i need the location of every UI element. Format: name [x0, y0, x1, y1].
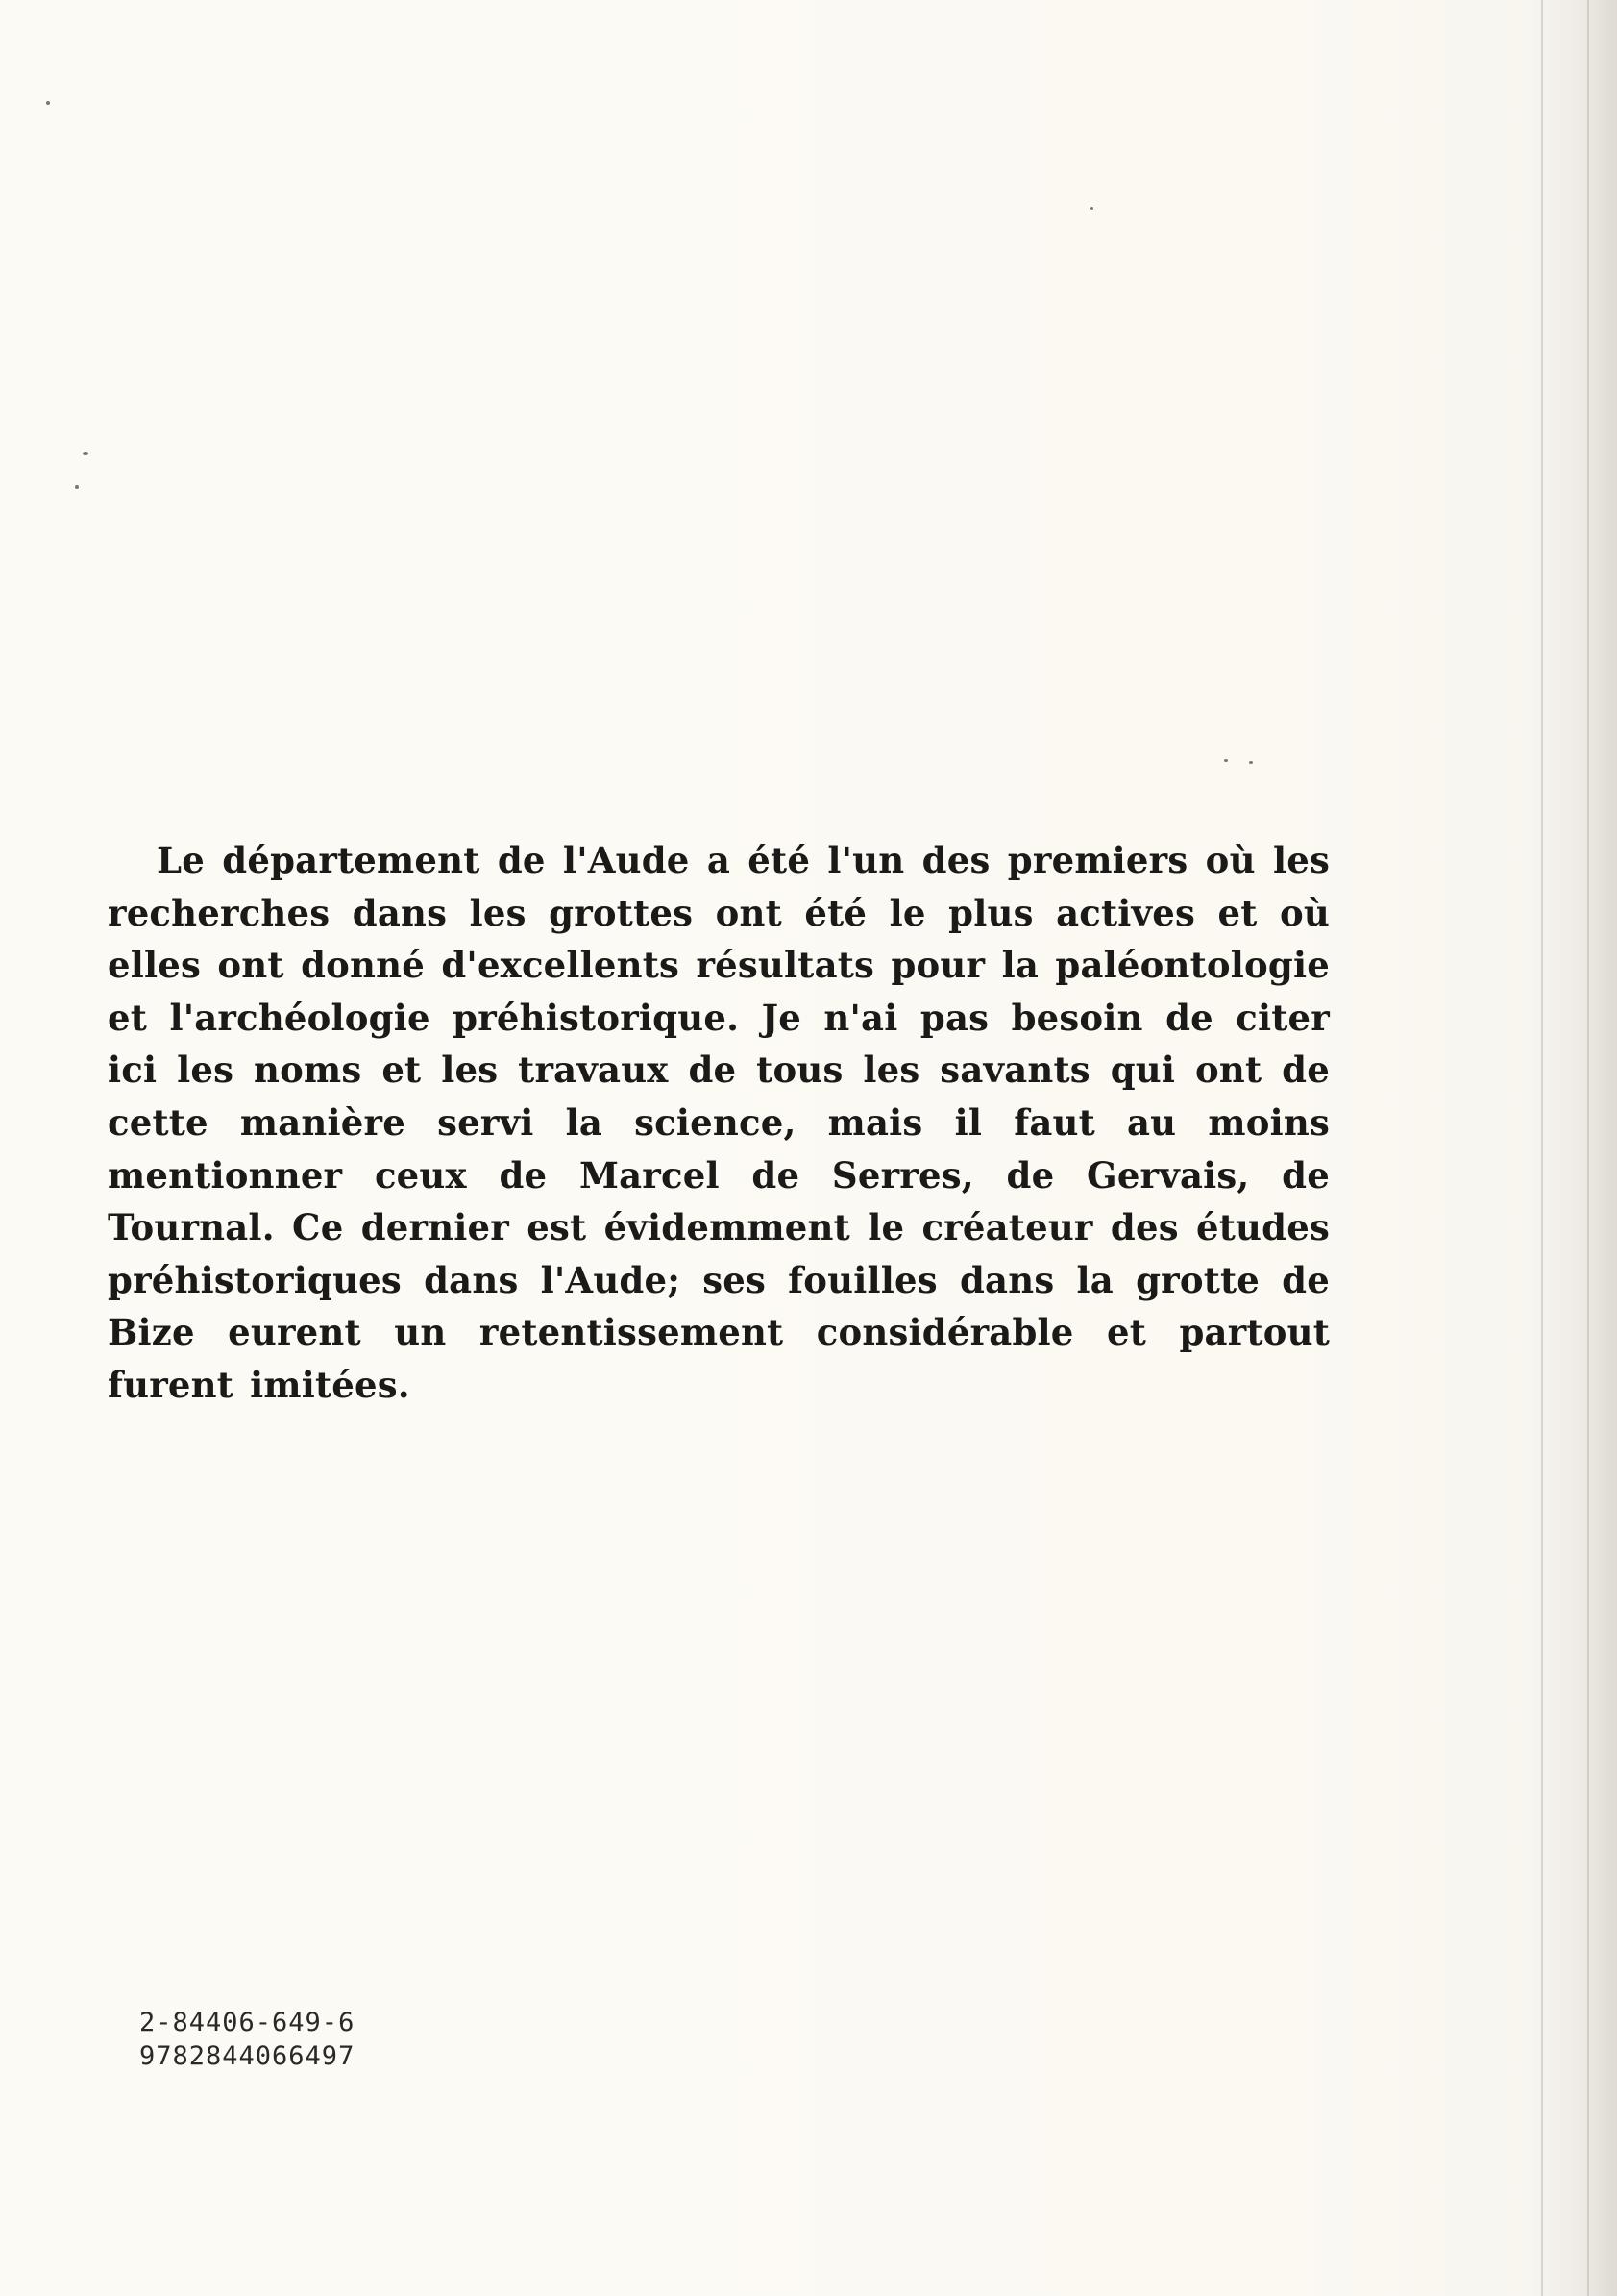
- isbn-10: 2-84406-649-6: [139, 2008, 355, 2037]
- page-edge-line: [1541, 0, 1543, 2296]
- back-cover-paragraph: Le département de l'Aude a été l'un des premiers où les recherches dans les grottes ont été le plus actives et où elles ont donné d'excellents résultats pour la paléontologie et l'archéologie préhistorique. Je n'ai pas besoin de citer ici les noms et les travaux de tous les savants qui ont de cette manière servi la science, mais il faut au moins mentionner ceux de Marcel de Serres, de Gervais, de Tournal. Ce dernier est évidemment le créateur des études préhistoriques dans l'Aude; ses fouilles dans la grotte de Bize eurent un retentissement considérable et partout furent imitées.: [108, 839, 1330, 1406]
- paper-speck: [46, 101, 50, 105]
- paper-speck: [1249, 761, 1253, 764]
- paper-speck: [83, 452, 88, 455]
- paper-speck: [1224, 759, 1228, 762]
- page-edge-line: [1587, 0, 1589, 2296]
- isbn-block: [139, 2006, 355, 2073]
- paper-speck: [1090, 207, 1093, 210]
- paper-speck: [75, 485, 79, 489]
- ean-13: 9782844066497: [139, 2041, 355, 2071]
- page-right-edge-shadow: [1531, 0, 1617, 2296]
